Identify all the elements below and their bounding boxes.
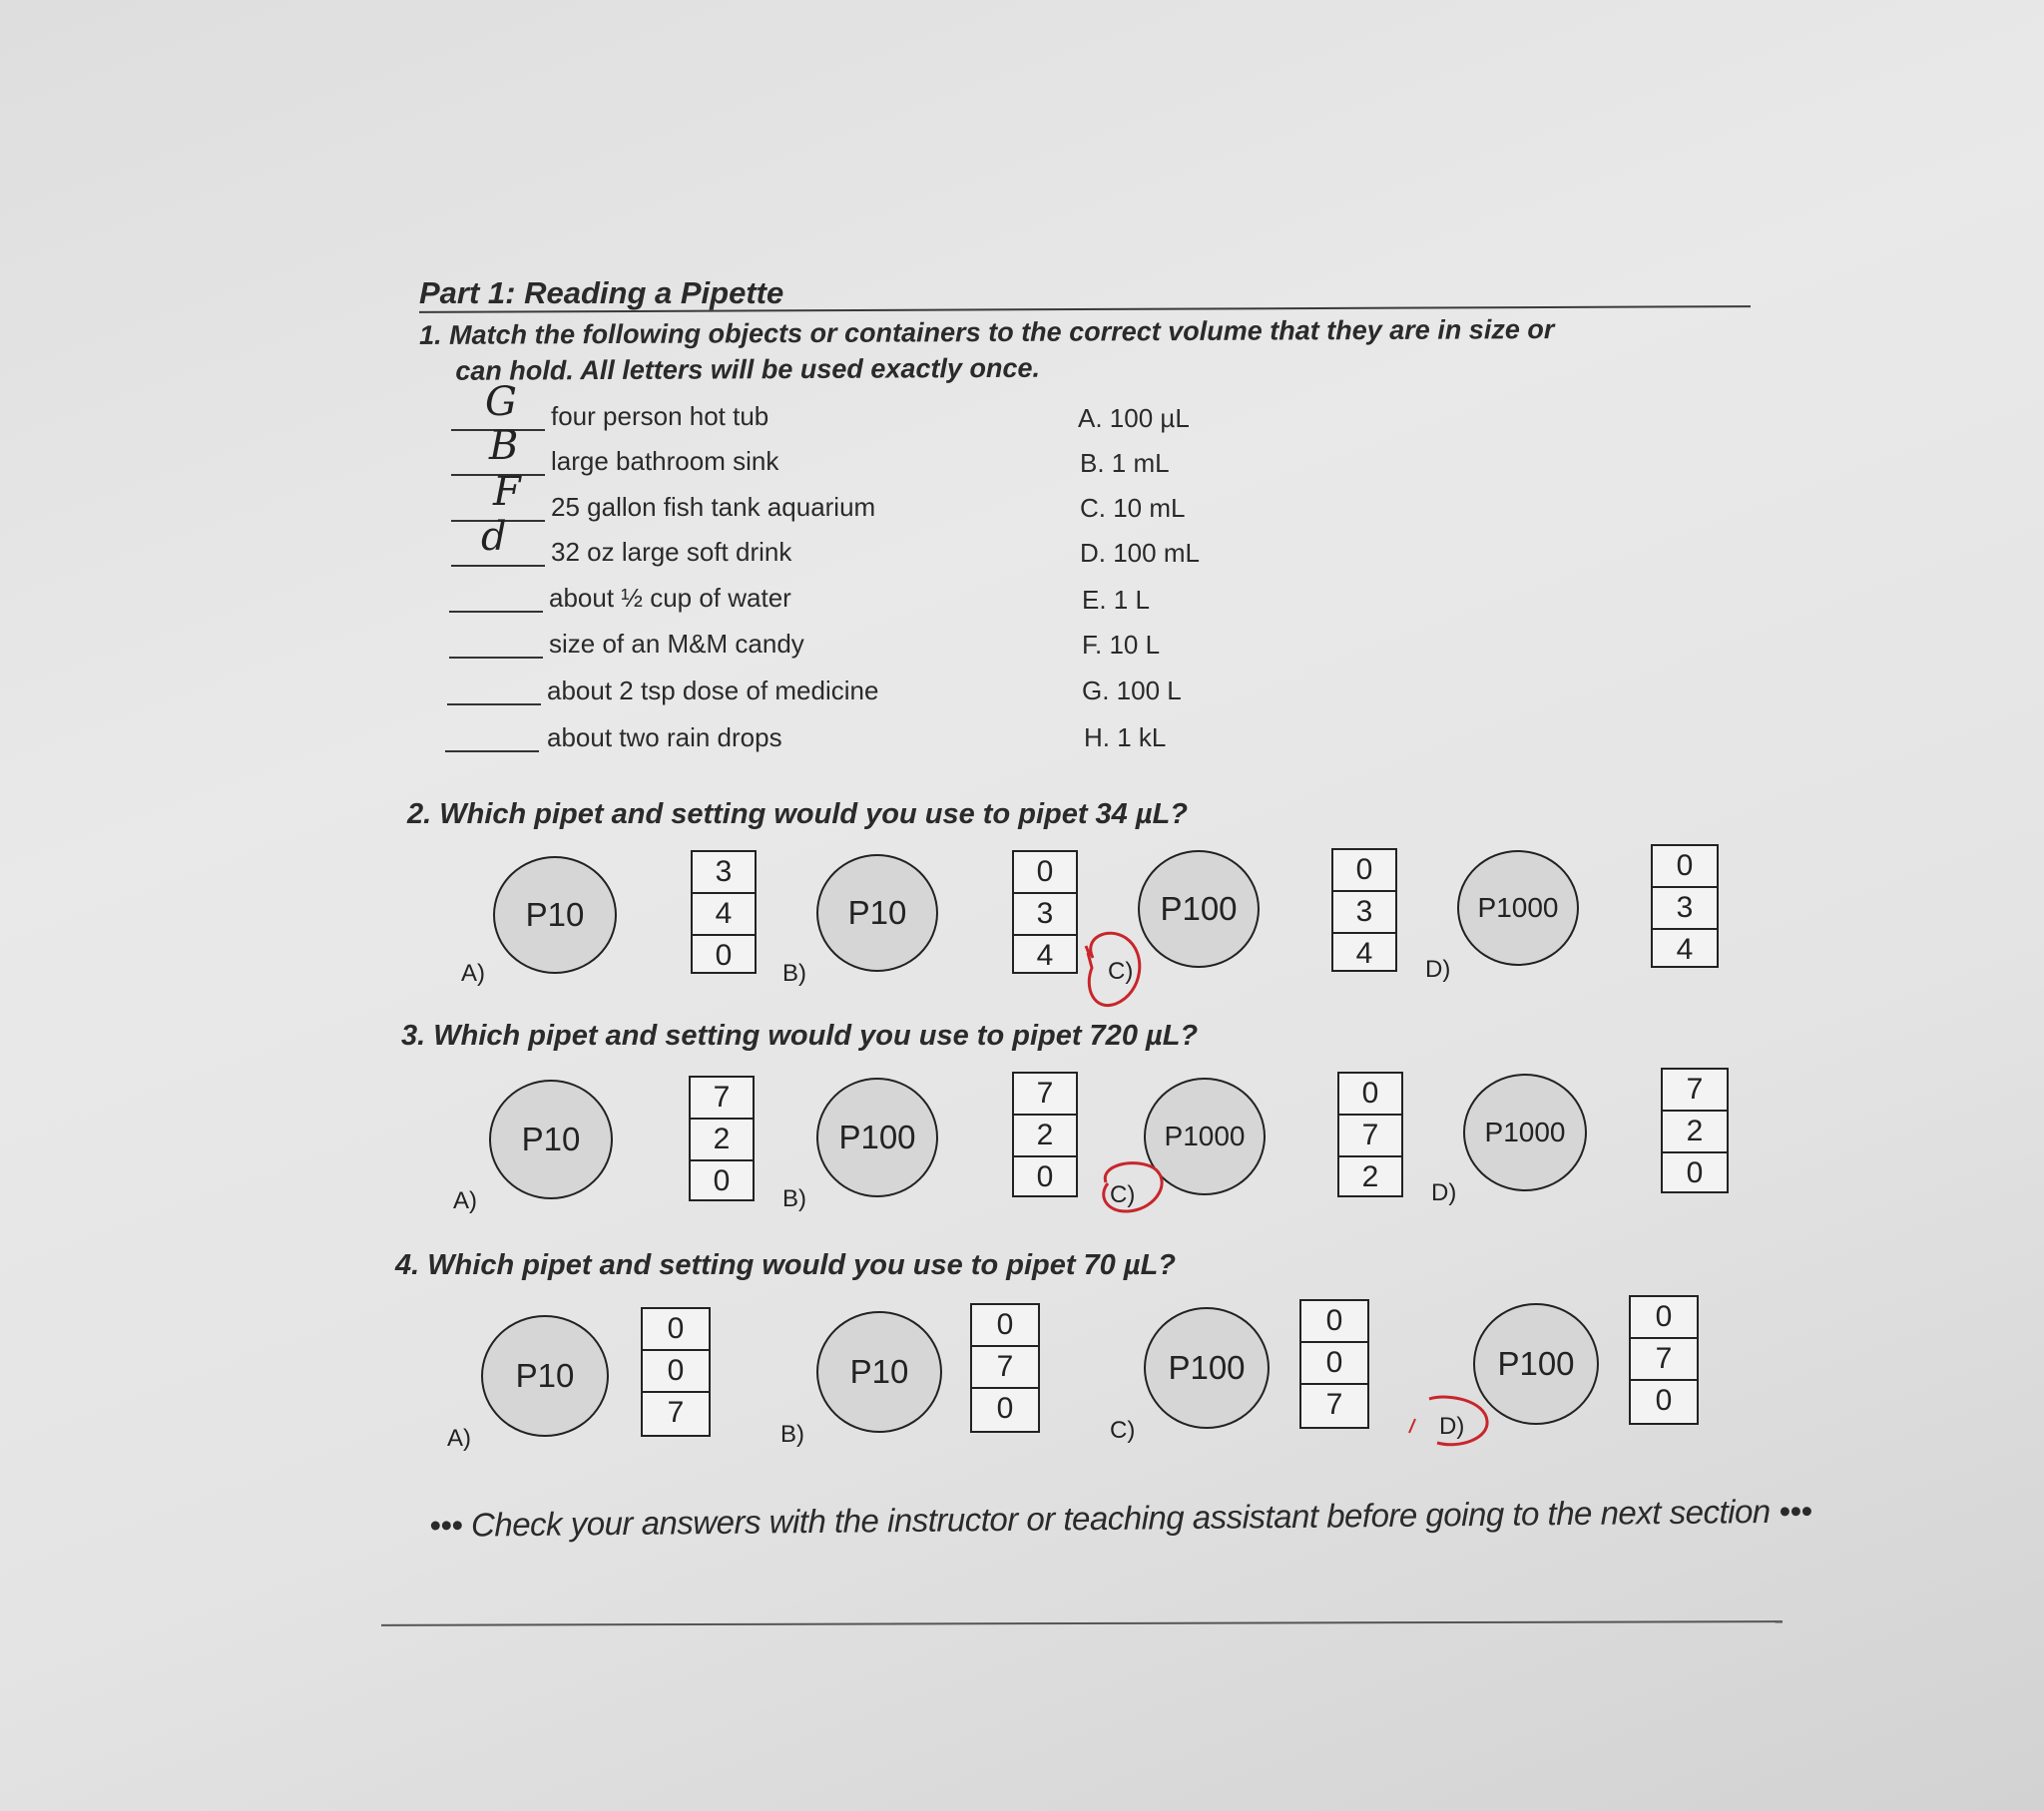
option-b: B. 1 mL: [1080, 448, 1170, 478]
q3-choice-d-pipet: P1000: [1463, 1074, 1587, 1191]
option-g: G. 100 L: [1082, 676, 1182, 705]
dial-digit: 0: [1333, 850, 1395, 892]
handwritten-answer-2: B: [489, 423, 519, 469]
question-4-prompt: 4. Which pipet and setting would you use to pipet 70 µL?: [395, 1249, 1177, 1281]
dial-digit: 0: [1301, 1301, 1367, 1343]
question-1-line-2: can hold. All letters will be used exactly once.: [455, 352, 1041, 386]
item-4: 32 oz large soft drink: [551, 537, 792, 567]
q3-choice-c-letter[interactable]: C): [1110, 1181, 1136, 1208]
dial-digit: 4: [1676, 933, 1694, 966]
q4-choice-b-pipet: P10: [816, 1311, 942, 1433]
handwritten-answer-4: d: [481, 514, 507, 560]
q2-choice-b-letter[interactable]: B): [782, 960, 806, 987]
dial-digit: 7: [1339, 1116, 1401, 1157]
dial-digit: 0: [1631, 1297, 1697, 1339]
dial-digit: 0: [643, 1351, 709, 1393]
dial-digit: 7: [667, 1396, 685, 1429]
q4-choice-d-pipet: P100: [1473, 1303, 1599, 1425]
dial-digit: 0: [1653, 846, 1717, 888]
dial-digit: 0: [715, 939, 733, 972]
option-h: H. 1 kL: [1084, 722, 1167, 752]
q2-choice-d-pipet: P1000: [1457, 850, 1579, 966]
dial-digit: 2: [1663, 1112, 1727, 1153]
dial-digit: 3: [1653, 888, 1717, 930]
option-d: D. 100 mL: [1080, 538, 1200, 568]
dial-digit: 0: [972, 1305, 1038, 1347]
dial-digit: 7: [1014, 1074, 1076, 1116]
dial-digit: 7: [1631, 1339, 1697, 1381]
dial-digit: 0: [1339, 1074, 1401, 1116]
q2-choice-c-letter[interactable]: C): [1108, 958, 1134, 985]
q4-choice-b-letter[interactable]: B): [780, 1421, 804, 1448]
q3-choice-b-pipet: P100: [816, 1078, 938, 1197]
dial-digit: 0: [1655, 1384, 1673, 1417]
q4-choice-c-pipet: P100: [1144, 1307, 1270, 1429]
q3-choice-d-letter[interactable]: D): [1431, 1179, 1457, 1206]
dial-digit: 0: [1036, 1160, 1054, 1193]
dial-digit: 4: [1355, 937, 1373, 970]
q4-choice-d-letter[interactable]: D): [1439, 1413, 1465, 1440]
dial-digit: 0: [643, 1309, 709, 1351]
dial-digit: 4: [693, 894, 755, 936]
q3-choice-b-letter[interactable]: B): [782, 1185, 806, 1212]
option-a: A. 100 µL: [1078, 403, 1190, 433]
q4-choice-c-letter[interactable]: C): [1110, 1417, 1136, 1444]
check-answers-note: ••• Check your answers with the instructor or teaching assistant before going to the next section •••: [429, 1492, 1812, 1544]
question-3-prompt: 3. Which pipet and setting would you use to pipet 720 µL?: [401, 1020, 1199, 1052]
dial-digit: 7: [1663, 1070, 1727, 1112]
q2-choice-c-pipet: P100: [1138, 850, 1260, 968]
dial-digit: 3: [1333, 892, 1395, 934]
q3-choice-c-pipet: P1000: [1144, 1078, 1266, 1195]
dial-digit: 0: [713, 1164, 731, 1197]
item-7: about 2 tsp dose of medicine: [547, 676, 879, 705]
dial-digit: 7: [1325, 1388, 1343, 1421]
red-circle-q4-d: [1429, 1397, 1487, 1445]
dial-digit: 7: [972, 1347, 1038, 1389]
red-circle-q3-c: [1104, 1163, 1162, 1211]
q2-choice-a-letter[interactable]: A): [461, 960, 485, 987]
dial-digit: 4: [1036, 939, 1054, 972]
question-1-line-1: 1. Match the following objects or containers to the correct volume that they are in size or: [419, 314, 1555, 350]
item-5: about ½ cup of water: [549, 583, 791, 613]
item-1: four person hot tub: [551, 401, 769, 431]
question-2-prompt: 2. Which pipet and setting would you use to pipet 34 µL?: [407, 798, 1189, 830]
dial-digit: 3: [693, 852, 755, 894]
item-3: 25 gallon fish tank aquarium: [551, 492, 876, 522]
q3-choice-a-pipet: P10: [489, 1080, 613, 1199]
dial-digit: 2: [1014, 1116, 1076, 1157]
q2-choice-b-pipet: P10: [816, 854, 938, 972]
dial-digit: 0: [1686, 1156, 1704, 1189]
q2-choice-a-pipet: P10: [493, 856, 617, 974]
dial-digit: 7: [691, 1078, 753, 1120]
dial-digit: 0: [996, 1392, 1014, 1425]
item-6: size of an M&M candy: [549, 629, 804, 659]
handwritten-answer-1: G: [485, 379, 517, 425]
dial-digit: 3: [1014, 894, 1076, 936]
dial-digit: 2: [691, 1120, 753, 1161]
part-title: Part 1: Reading a Pipette: [419, 275, 784, 310]
item-2: large bathroom sink: [551, 446, 779, 476]
option-f: F. 10 L: [1082, 630, 1161, 660]
handwritten-answer-3: F: [493, 469, 521, 515]
red-slash-q4: [1409, 1419, 1415, 1433]
q4-choice-a-pipet: P10: [481, 1315, 609, 1437]
red-circle-q2-c: [1088, 933, 1140, 1005]
q3-choice-a-letter[interactable]: A): [453, 1187, 477, 1214]
item-8: about two rain drops: [547, 722, 782, 752]
dial-digit: 0: [1014, 852, 1076, 894]
q4-choice-a-letter[interactable]: A): [447, 1425, 471, 1452]
option-e: E. 1 L: [1082, 585, 1150, 615]
option-c: C. 10 mL: [1080, 493, 1186, 523]
q2-choice-d-letter[interactable]: D): [1425, 956, 1451, 983]
dial-digit: 2: [1361, 1160, 1379, 1193]
dial-digit: 0: [1301, 1343, 1367, 1385]
